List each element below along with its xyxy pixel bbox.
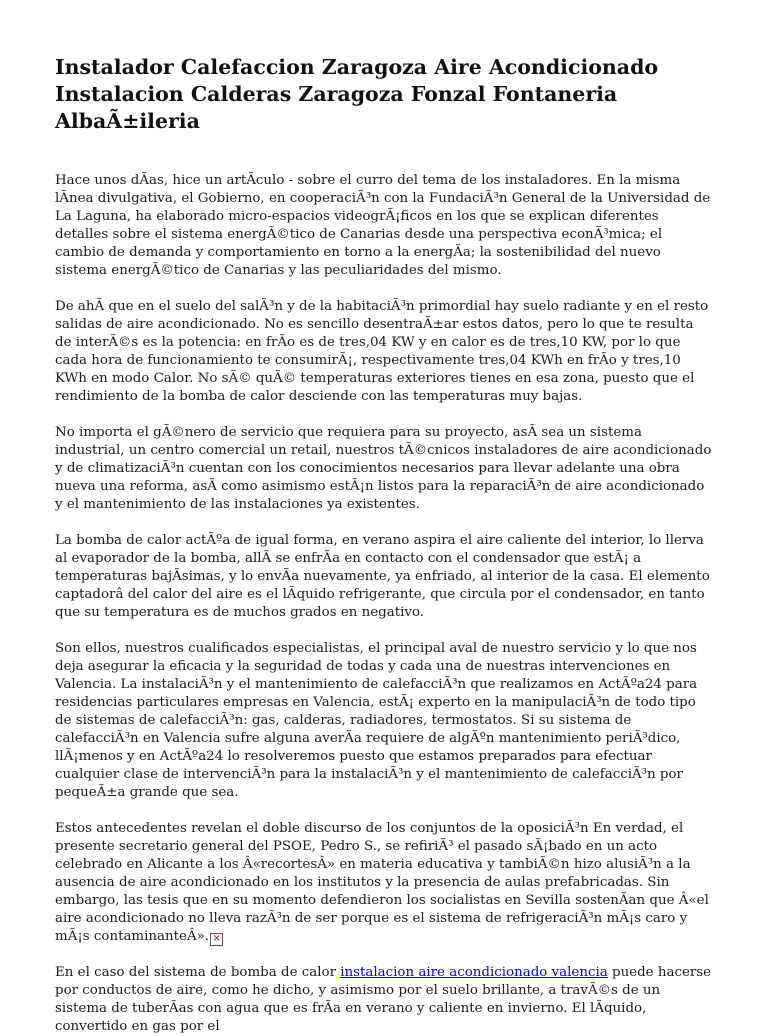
paragraph-5: Son ellos, nuestros cualificados especialistas, el principal aval de nuestro servicio y lo que nos deja asegurar la eficacia y la seguridad de todas y cada una de nuestras intervenciones en Valencia. La instalaciÃ³n y el mantenimiento de calefacciÃ³n que realizamos en ActÃºa24 para residencias particulares empresas en Valencia, estÃ¡ experto en la manipulaciÃ³n de todo tipo de sistemas de calefacciÃ³n: gas, calderas, radiadores, termostatos. Si su sistema de calefacciÃ³n en Valencia sufre alguna averÃa requiere de algÃºn mantenimiento periÃ³dico, llÃ¡menos y en ActÃºa24 lo resolveremos puesto que estamos preparados para efectuar cualquier clase de intervenciÃ³n para la instalaciÃ³n y el mantenimiento de calefacciÃ³n por pequeÃ±a grande que sea. [55, 641, 698, 800]
document-title: Instalador Calefaccion Zaragoza Aire Acondicionado Instalacion Calderas Zaragoza Fonzal Fontaneria AlbaÃ±ileria [55, 55, 659, 133]
paragraph-1: Hace unos dÃas, hice un artÃculo - sobre el curro del tema de los instaladores. En la misma lÃnea divulgativa, el Gobierno, en cooperaciÃ³n con la FundaciÃ³n General de la Universidad de La Laguna, ha elaborado micro-espacios videogrÃ¡ficos en los que se explican diferentes detalles sobre el sistema energÃ©tico de Canarias desde una perspectiva econÃ³mica; el cambio de demanda y comportamiento en torno a la energÃa; la sostenibilidad del nuevo sistema energÃ©tico de Canarias y las peculiaridades del mismo. [55, 173, 711, 278]
paragraph-4: La bomba de calor actÃºa de igual forma, en verano aspira el aire caliente del interior, lo llerva al evaporador de la bomba, allÃ se enfrÃa en contacto con el condensador que estÃ¡ a temperaturas bajÃsimas, y lo envÃa nuevamente, ya enfriado, al interior de la casa. El elemento captadorâ del calor del aire es el lÃquido refrigerante, que circula por el condensador, en tanto que su temperatura es de muchos grados en negativo. [55, 533, 710, 620]
paragraph-6 [55, 820, 712, 946]
paragraph-2: De ahÃ que en el suelo del salÃ³n y de la habitaciÃ³n primordial hay suelo radiante y en el resto salidas de aire acondicionado. No es sencillo desentraÃ±ar estos datos, pero lo que te resulta de interÃ©s es la potencia: en frÃo es de tres,04 KW y en calor es de tres,10 KW, por lo que cada hora de funcionamiento te consumirÃ¡, respectivamente tres,04 KWh en frÃo y tres,10 KWh en modo Calor. No sÃ© quÃ© temperaturas exteriores tienes en esa zona, puesto que el rendimiento de la bomba de calor desciende con las temperaturas muy bajas. [55, 299, 709, 404]
paragraph-3: No importa el gÃ©nero de servicio que requiera para su proyecto, asÃ sea un sistema industrial, un centro comercial un retail, nuestros tÃ©cnicos instaladores de aire acondicionado y de climatizaciÃ³n cuentan con los conocimientos necesarios para llevar adelante una obra nueva una reforma, asÃ como asimismo estÃ¡n listos para la reparaciÃ³n de aire acondicionado y el mantenimiento de las instalaciones ya existentes. [55, 425, 712, 512]
broken-image-icon: × [210, 933, 223, 946]
paragraph-7-text-before: En el caso del sistema de bomba de calor [55, 965, 341, 980]
paragraph-6-text: Estos antecedentes revelan el doble discurso de los conjuntos de la oposiciÃ³n En verdad, el presente secretario general del PSOE, Pedro S., se refiriÃ³ el pasado sÃ¡bado en un acto celebrado en Alicante a los Â«recortesÂ» en materia educativa y tambiÃ©n hizo alusiÃ³n a la ausencia de aire acondicionado en los institutos y la presencia de aulas prefabricadas. Sin embargo, las tesis que en su momento defendieron los socialistas en Sevilla sostenÃan que Â«el aire acondicionado no lleva razÃ³n de ser porque es el sistema de refrigeraciÃ³n mÃ¡s caro y mÃ¡s contaminanteÂ». [55, 821, 709, 944]
document-body [55, 172, 712, 1036]
paragraph-7 [55, 964, 712, 1036]
acondicionado-valencia-link[interactable]: instalacion aire acondicionado valencia [340, 965, 608, 980]
paragraph-7-text-after: puede hacerse por conductos de aire, como he dicho, y asimismo por el suelo brillante, a travÃ©s de un sistema de tuberÃas con agua que es frÃa en verano y caliente en invierno. El lÃquido, convertido en gas por el [55, 965, 712, 1034]
